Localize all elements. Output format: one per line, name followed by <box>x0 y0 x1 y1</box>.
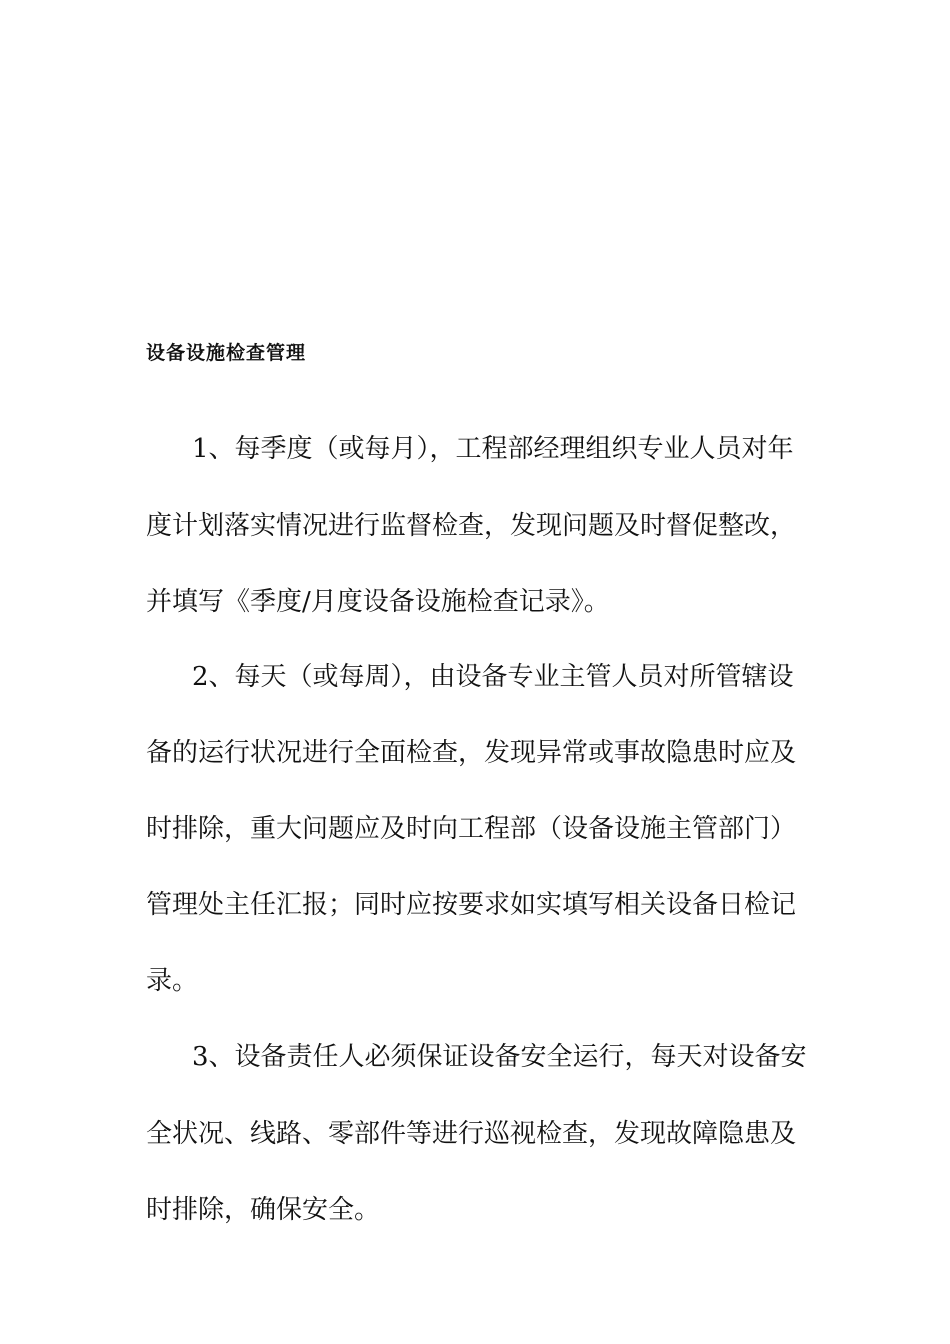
paragraph-3-line-1: 3、设备责任人必须保证设备安全运行，每天对设备安 <box>192 1042 807 1072</box>
paragraph-1-line-2: 度计划落实情况进行监督检查，发现问题及时督促整改， <box>146 511 797 541</box>
paragraph-2-line-3: 时排除，重大问题应及时向工程部（设备设施主管部门） <box>146 814 797 844</box>
paragraph-2-line-1: 2、每天（或每周），由设备专业主管人员对所管辖设 <box>192 662 794 692</box>
paragraph-2-line-5: 录。 <box>146 966 199 996</box>
paragraph-3-line-3: 时排除，确保安全。 <box>146 1195 381 1225</box>
paragraph-1-line-3: 并填写《季度/月度设备设施检查记录》。 <box>146 587 610 617</box>
paragraph-2-line-4: 管理处主任汇报；同时应按要求如实填写相关设备日检记 <box>146 890 797 920</box>
paragraph-1-line-1: 1、每季度（或每月），工程部经理组织专业人员对年 <box>192 434 794 464</box>
paragraph-2-line-2: 备的运行状况进行全面检查，发现异常或事故隐患时应及 <box>146 738 797 768</box>
paragraph-3-line-2: 全状况、线路、零部件等进行巡视检查，发现故障隐患及 <box>146 1119 797 1149</box>
document-title: 设备设施检查管理 <box>146 342 307 364</box>
